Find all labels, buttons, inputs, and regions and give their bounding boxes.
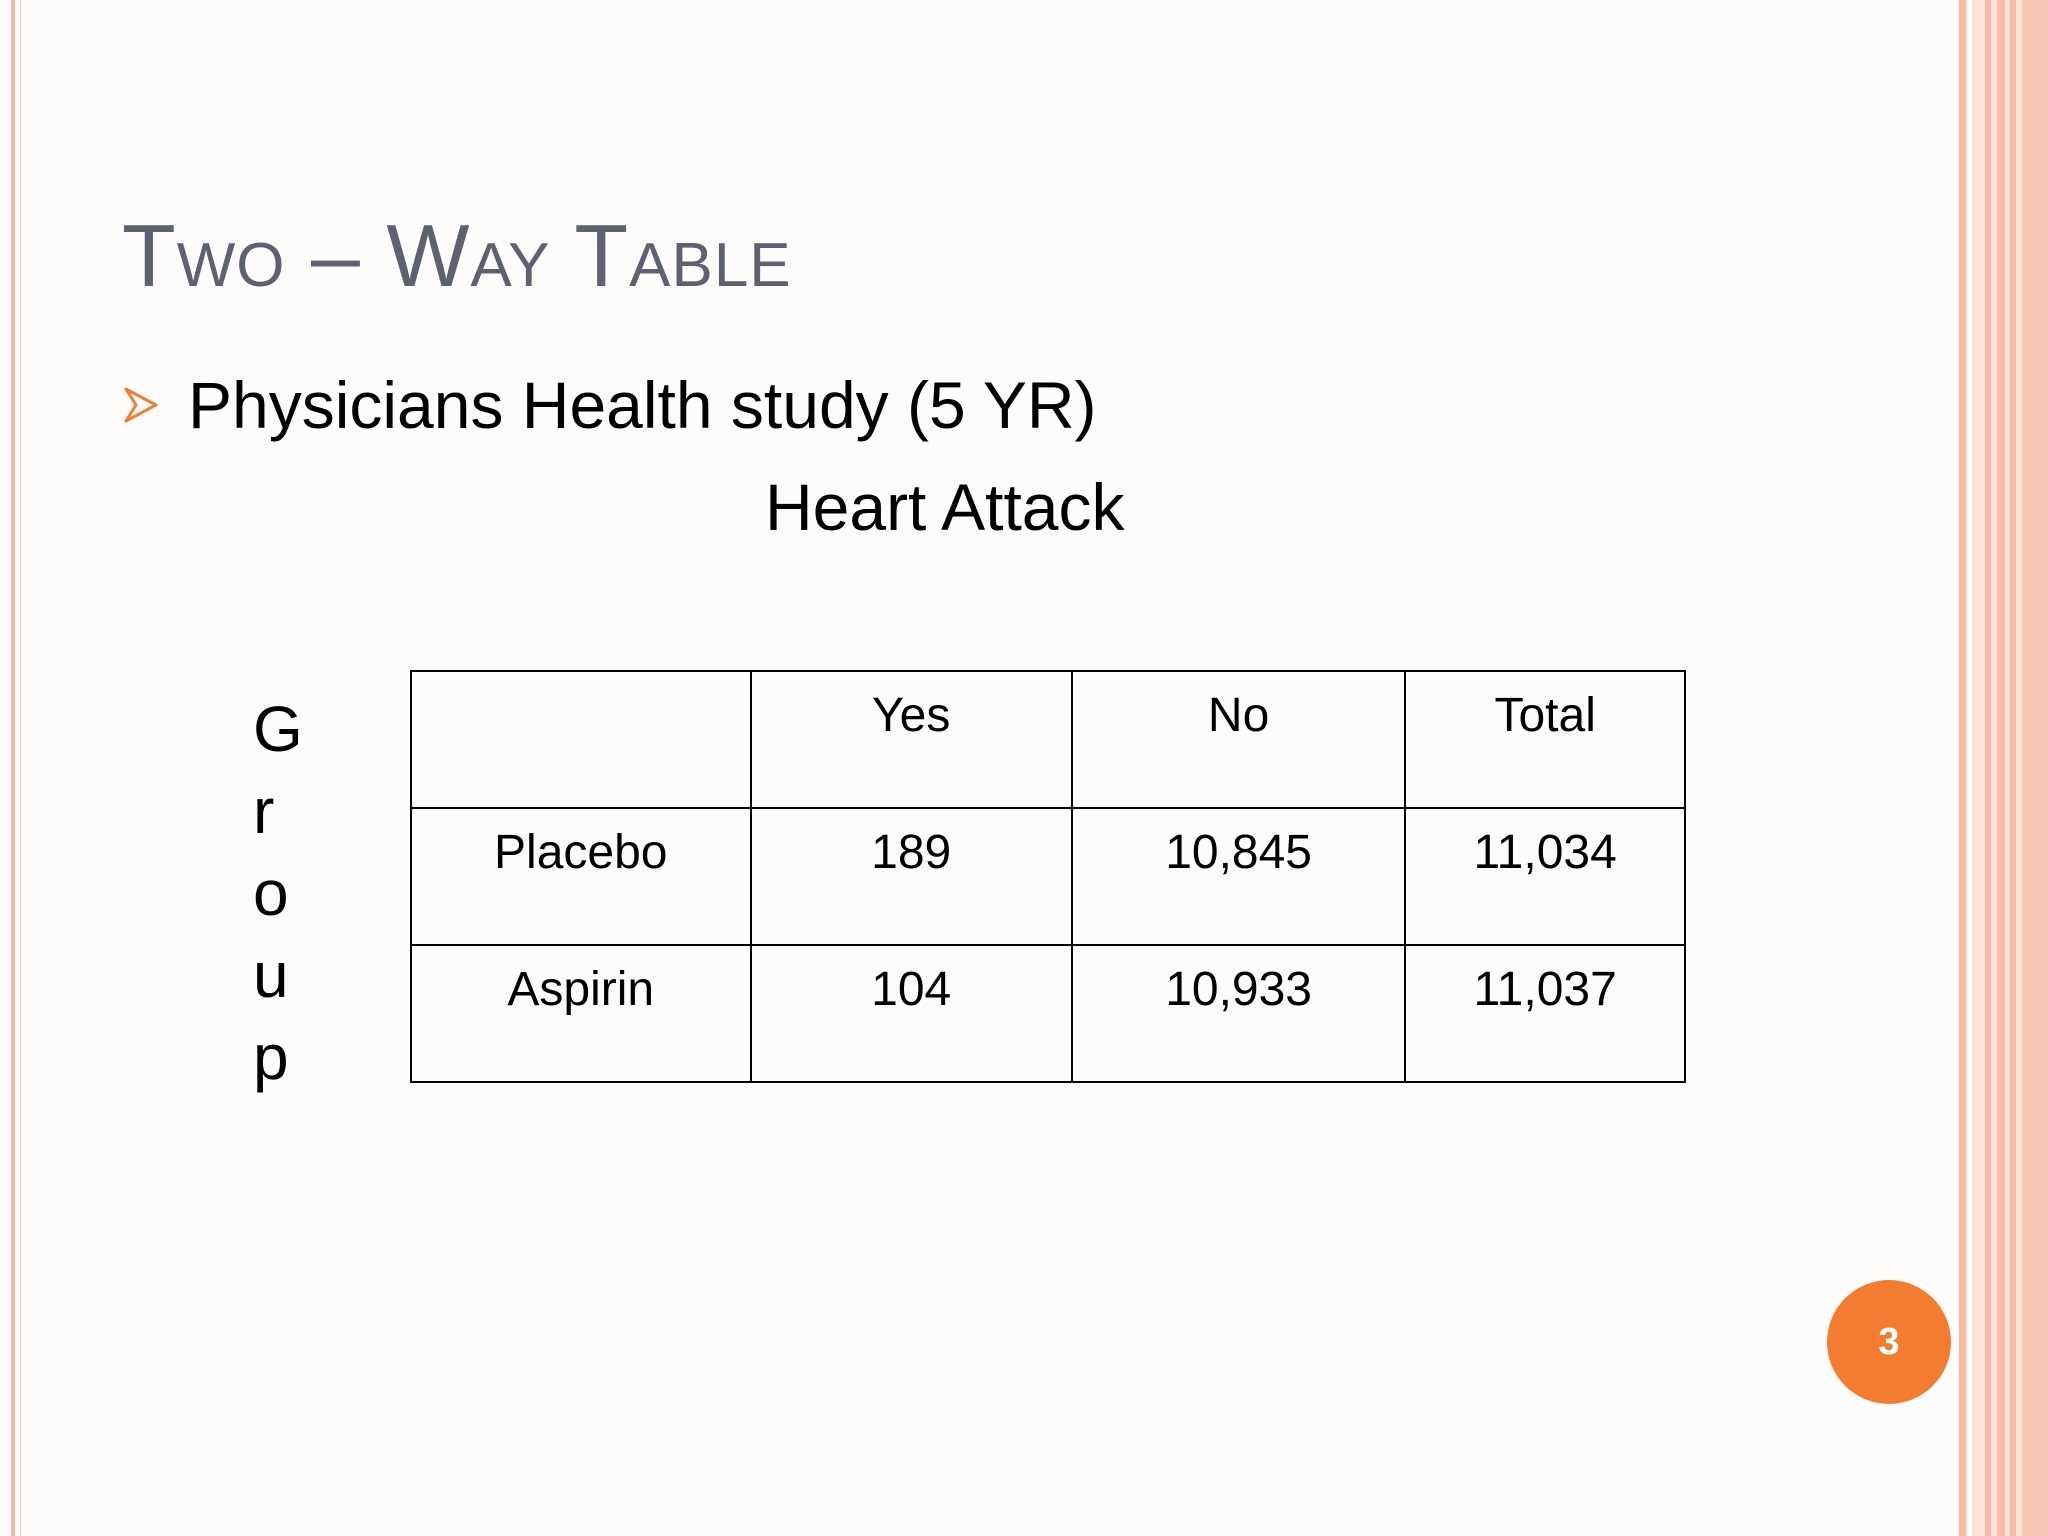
- table-cell: 11,034: [1405, 808, 1685, 945]
- right-border-line-5: [2010, 0, 2016, 1536]
- page-number-badge: 3: [1827, 1280, 1951, 1404]
- right-border-line-2: [1966, 0, 1968, 1536]
- right-border-line-1: [1959, 0, 1966, 1536]
- arrowhead-bullet-icon: [124, 385, 158, 425]
- row-header-letter: G: [253, 693, 303, 765]
- table-cell: 10,933: [1072, 945, 1405, 1082]
- table-cell: Placebo: [411, 808, 751, 945]
- table-row: [411, 945, 1685, 1082]
- table-cell: Aspirin: [411, 945, 751, 1082]
- table-cell: 11,037: [1405, 945, 1685, 1082]
- row-header-letter: r: [253, 775, 275, 847]
- row-header-letter: u: [253, 939, 289, 1011]
- table-cell: Yes: [751, 671, 1072, 808]
- table-cell: Total: [1405, 671, 1685, 808]
- row-header-label: [253, 688, 313, 1098]
- two-way-table: [410, 670, 1686, 1083]
- bullet-item: [124, 368, 1097, 442]
- row-header-letter: o: [253, 857, 289, 929]
- column-header-label: Heart Attack: [765, 470, 1125, 544]
- table-cell: 189: [751, 808, 1072, 945]
- table-cell: No: [1072, 671, 1405, 808]
- left-border-line: [11, 0, 15, 1536]
- slide-title: Two – Way Table: [122, 206, 792, 305]
- left-border-thin-line: [20, 0, 21, 1536]
- table-header-row: [411, 671, 1685, 808]
- right-border-line-6: [2022, 0, 2048, 1536]
- table-row: [411, 808, 1685, 945]
- right-border-line-4: [1997, 0, 2005, 1536]
- table-cell: 10,845: [1072, 808, 1405, 945]
- table-cell: 104: [751, 945, 1072, 1082]
- right-border-line-3: [1985, 0, 1991, 1536]
- table-cell: [411, 671, 751, 808]
- bullet-text: Physicians Health study (5 YR): [188, 368, 1097, 442]
- row-header-letter: p: [253, 1021, 289, 1093]
